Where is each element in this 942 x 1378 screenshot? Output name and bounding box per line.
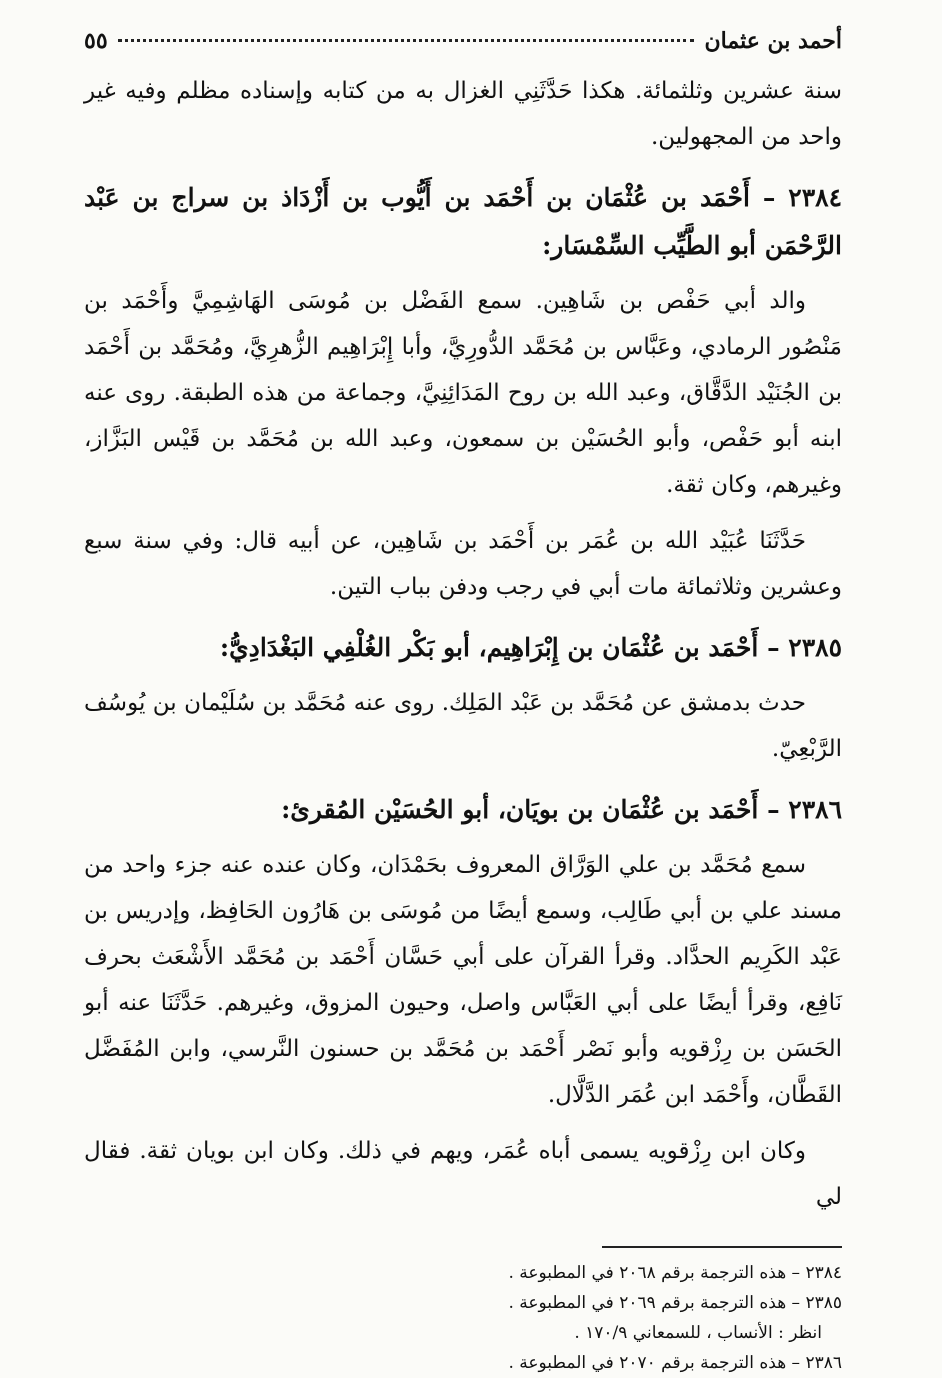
footnote: ٢٣٨٤ – هذه الترجمة برقم ٢٠٦٨ في المطبوعة .	[508, 1263, 842, 1283]
page-number: ٥٥	[84, 28, 108, 54]
page-header	[84, 28, 842, 68]
entry-paragraph: وكان ابن رِزْقويه يسمى أباه عُمَر، ويهم في ذلك. وكان ابن بويان ثقة. فقال لي	[84, 1138, 842, 1210]
footnote: ٢٣٨٥ – هذه الترجمة برقم ٢٠٦٩ في المطبوعة .	[508, 1293, 842, 1313]
footnote-separator	[602, 1246, 842, 1248]
entry-heading-2384: ٢٣٨٤ – أَحْمَد بن عُثْمَان بن أَحْمَد بن أَيُّوب بن أَزْدَاذ بن سراج بن عَبْد الرَّحْمَن أبو الطَّيِّب السِّمْسَار:	[84, 183, 842, 260]
footnote: انظر : الأنساب ، للسمعاني ١٧٠/٩ .	[574, 1323, 822, 1343]
entry-paragraph: والد أبي حَفْص بن شَاهِين. سمع الفَضْل بن مُوسَى الهَاشِمِيَّ وأَحْمَد بن مَنْصُور الرمادي، وعَبَّاس بن مُحَمَّد الدُّورِيَّ، وأبا إِبْرَاهِيم الزُّهرِيَّ، ومُحَمَّد بن أَحْمَد بن الجُنَيْد الدَّقَّاق، وعبد الله بن روح المَدَائِنِيَّ، وجماعة من هذه الطبقة. روى عنه ابنه أبو حَفْص، وأبو الحُسَيْن بن سمعون، وعبد الله بن مُحَمَّد بن قَيْس البَزَّاز، وغيرهم، وكان ثقة.	[84, 288, 842, 498]
entry-heading-2386: ٢٣٨٦ – أَحْمَد بن عُثْمَان بن بويَان، أبو الحُسَيْن المُقرئ:	[281, 795, 842, 824]
entry-paragraph: حَدَّثَنَا عُبَيْد الله بن عُمَر بن أَحْمَد بن شَاهِين، عن أبيه قال: وفي سنة سبع وعشرين وثلاثمائة مات أبي في رجب ودفن بباب التين.	[84, 528, 842, 600]
footnotes	[84, 1258, 842, 1378]
entry-paragraph: حدث بدمشق عن مُحَمَّد بن عَبْد المَلِك. روى عنه مُحَمَّد بن سُلَيْمان بن يُوسُف الرَّبْعِيّ.	[84, 690, 842, 762]
intro-paragraph: سنة عشرين وثلثمائة. هكذا حَدَّثَنِي الغزال به من كتابه وإسناده مظلم وفيه غير واحد من المجهولين.	[84, 78, 842, 150]
entry-heading-2385: ٢٣٨٥ – أَحْمَد بن عُثْمَان بن إِبْرَاهِيم، أبو بَكْر الغُلْفِي البَغْدَادِيُّ:	[219, 633, 842, 662]
running-title: أحمد بن عثمان	[704, 28, 842, 54]
header-dot-leader	[118, 39, 695, 42]
entry-paragraph: سمع مُحَمَّد بن علي الوَرَّاق المعروف بحَمْدَان، وكان عنده عنه جزء واحد من مسند علي بن أبي طَالِب، وسمع أيضًا من مُوسَى بن هَارُون الحَافِظ، وإدريس بن عَبْد الكَرِيم الحدَّاد. وقرأ القرآن على أبي حَسَّان أَحْمَد بن مُحَمَّد الأَشْعَث بحرف نَافِع، وقرأ أيضًا على أبي العَبَّاس واصل، وحيون المزوق، وغيرهم. حَدَّثَنَا عنه أبو الحَسَن بن رِزْقويه وأبو نَصْر أَحْمَد بن مُحَمَّد بن حسنون النَّرسي، وابن المُفَضَّل القَطَّان، وأَحْمَد ابن عُمَر الدَّلَّال.	[84, 852, 842, 1108]
footnote: ٢٣٨٦ – هذه الترجمة برقم ٢٠٧٠ في المطبوعة .	[508, 1353, 842, 1373]
